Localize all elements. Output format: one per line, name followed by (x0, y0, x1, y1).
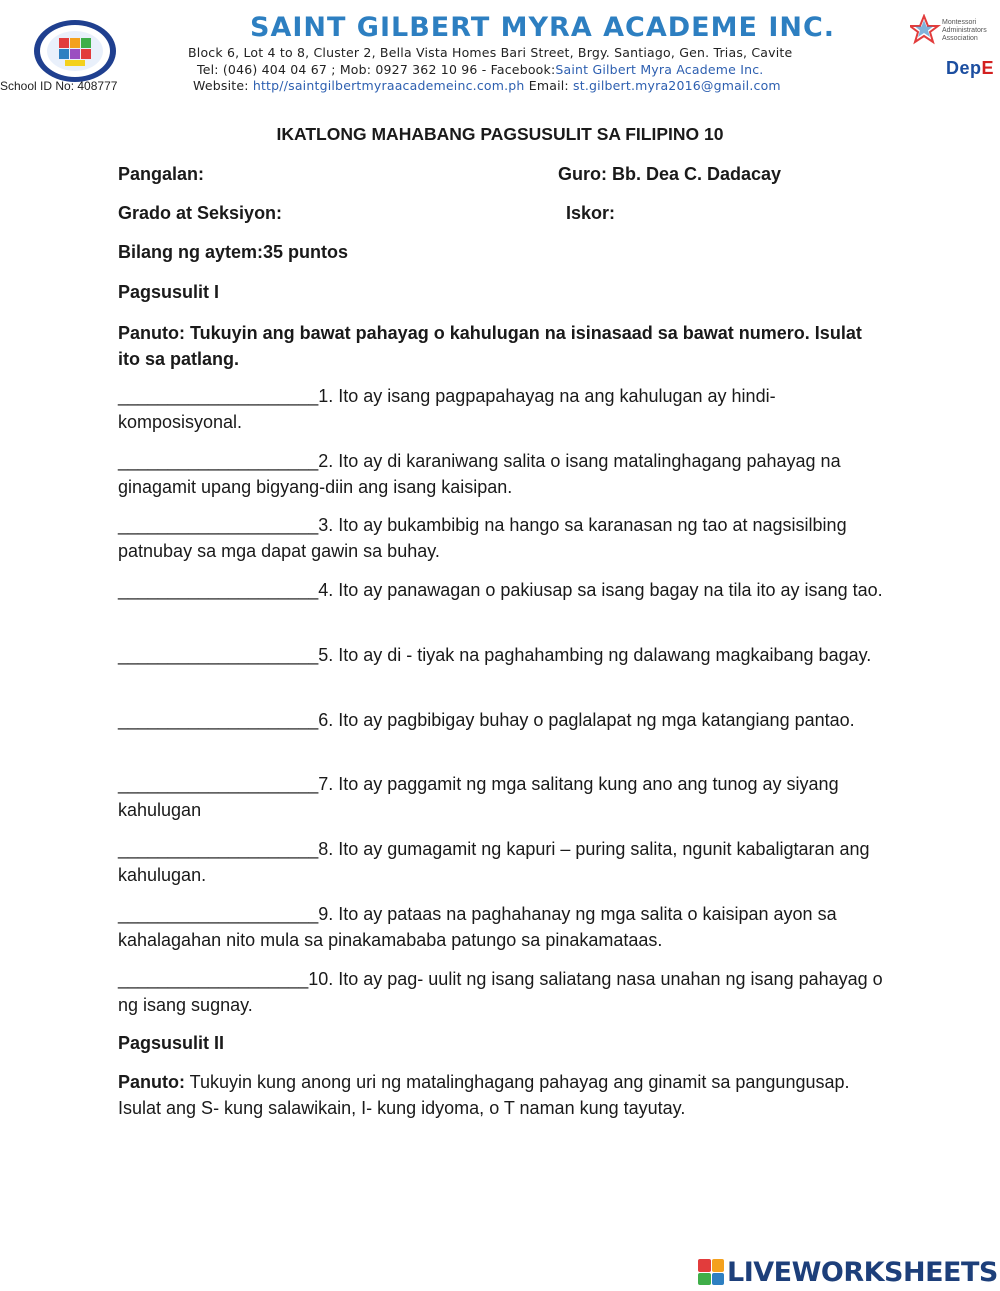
contact-line (197, 62, 763, 77)
answer-blank[interactable]: ____________________ (118, 515, 319, 535)
answer-blank[interactable]: ____________________ (118, 580, 319, 600)
website-link[interactable]: http//saintgilbertmyraacademeinc.com.ph (252, 78, 525, 93)
liveworksheets-brand: LIVEWORKSHEETS (727, 1256, 998, 1288)
montessori-logo-icon (910, 14, 1000, 46)
part1-instructions: Panuto: Tukuyin ang bawat pahayag o kahulugan na isinasaad sa bawat numero. Isulat ito sa patlang. (118, 323, 862, 369)
school-id: School ID No: 408777 (0, 79, 118, 93)
email-label: Email: (528, 78, 569, 93)
teacher-label: Guro: Bb. Dea C. Dadacay (558, 164, 782, 184)
letterhead (0, 0, 1000, 100)
contact-numbers: Tel: (046) 404 04 67 ; Mob: 0927 362 10 96 - Facebook: (197, 62, 556, 77)
question-item: ____________________9. Ito ay pataas na paghahanay ng mga salita o kaisipan ayon sa kahalagahan nito mula sa pinakamababa patungo sa pinakamataas. (118, 904, 837, 950)
score-label: Iskor: (566, 203, 616, 223)
answer-blank[interactable]: ____________________ (118, 645, 319, 665)
name-label: Pangalan: (118, 164, 205, 184)
item-count-label: Bilang ng aytem:35 puntos (118, 242, 349, 262)
grade-section-label: Grado at Seksiyon: (118, 203, 283, 223)
montessori-logo-text: Montessori (942, 19, 977, 26)
question-item: ____________________6. Ito ay pagbibigay buhay o paglalapat ng mga katangiang pantao. (118, 710, 855, 730)
school-seal-icon (32, 18, 118, 84)
answer-blank[interactable]: ____________________ (118, 451, 319, 471)
web-line (193, 78, 781, 93)
part1-title: Pagsusulit I (118, 282, 220, 302)
school-address: Block 6, Lot 4 to 8, Cluster 2, Bella Vista Homes Bari Street, Brgy. Santiago, Gen. Trias, Cavite (188, 45, 793, 60)
part2-instructions: Panuto: Tukuyin kung anong uri ng matalinghagang pahayag ang ginamit sa pangungusap. Isulat ang S- kung salawikain, I- kung idyoma, o T naman kung tayutay. (118, 1072, 850, 1118)
question-item: ____________________2. Ito ay di karaniwang salita o isang matalinghagang pahayag na ginagamit upang bigyang-diin ang isang kaisipan. (118, 451, 841, 497)
website-label: Website: (193, 78, 249, 93)
email-link[interactable]: st.gilbert.myra2016@gmail.com (573, 78, 781, 93)
svg-text:Administrators: Administrators (942, 27, 987, 34)
question-item: ____________________3. Ito ay bukambibig na hango sa karanasan ng tao at nagsisilbing patnubay sa mga dapat gawin sa buhay. (118, 515, 847, 561)
answer-blank[interactable]: ____________________ (118, 710, 319, 730)
liveworksheets-footer (698, 1255, 998, 1289)
question-item: ____________________1. Ito ay isang pagpapahayag na ang kahulugan ay hindi-komposisyonal. (118, 386, 776, 432)
answer-blank[interactable]: ___________________ (118, 969, 309, 989)
question-item: ___________________10. Ito ay pag- uulit ng isang saliatang nasa unahan ng isang pahayag o ng isang sugnay. (118, 969, 883, 1015)
part2-title: Pagsusulit II (118, 1033, 225, 1053)
question-item: ____________________4. Ito ay panawagan o pakiusap sa isang bagay na tila ito ay isang tao. (118, 580, 883, 600)
school-name: SAINT GILBERT MYRA ACADEME INC. (250, 12, 836, 43)
question-item: ____________________8. Ito ay gumagamit ng kapuri – puring salita, ngunit kabaligtaran ang kahulugan. (118, 839, 870, 885)
deped-logo: DepE (946, 58, 995, 78)
answer-blank[interactable]: ____________________ (118, 904, 319, 924)
question-item: ____________________7. Ito ay paggamit ng mga salitang kung ano ang tunog ay siyang kahulugan (118, 774, 839, 820)
liveworksheets-logo-icon (698, 1259, 724, 1285)
answer-blank[interactable]: ____________________ (118, 774, 319, 794)
answer-blank[interactable]: ____________________ (118, 386, 319, 406)
facebook-link[interactable]: Saint Gilbert Myra Academe Inc. (555, 62, 764, 77)
svg-text:Association: Association (942, 35, 978, 42)
exam-title: IKATLONG MAHABANG PAGSUSULIT SA FILIPINO 10 (276, 124, 724, 144)
question-item: ____________________5. Ito ay di - tiyak na paghahambing ng dalawang magkaibang bagay. (118, 645, 872, 665)
answer-blank[interactable]: ____________________ (118, 839, 319, 859)
